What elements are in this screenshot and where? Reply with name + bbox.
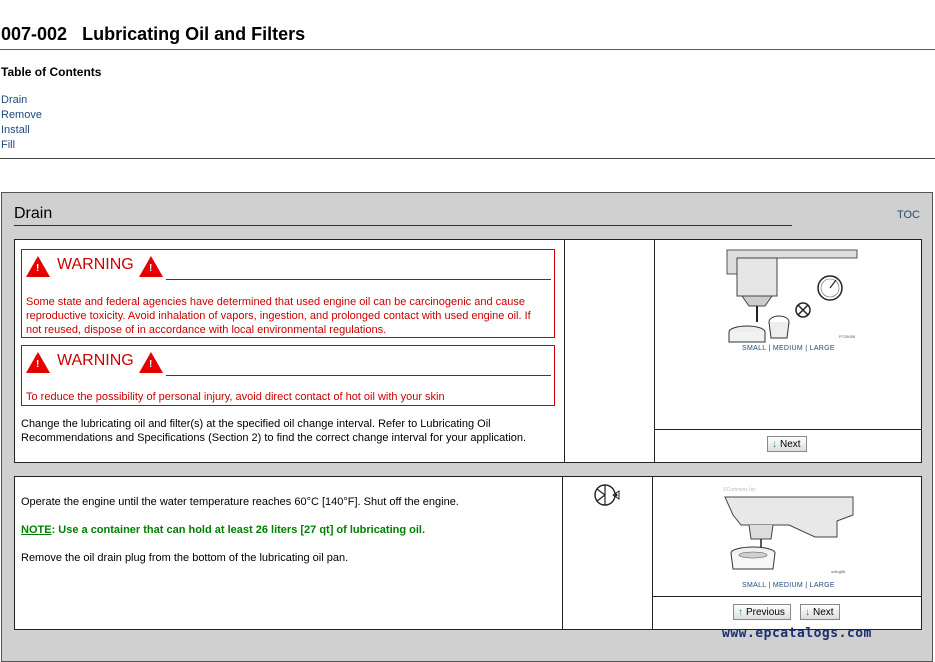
step-2-instruction-1: Operate the engine until the water temperature reaches 60°C [140°F]. Shut off the engine. <box>21 496 459 508</box>
note-text: : Use a container that can hold at least 26 liters [27 qt] of lubricating oil. <box>51 524 426 536</box>
previous-button[interactable]: ↑ Previous <box>733 604 791 620</box>
column-divider <box>564 240 565 462</box>
warning-text: To reduce the possibility of personal injury, avoid direct contact of hot oil with your skin <box>26 391 445 403</box>
oil-drain-illustration[interactable] <box>717 244 867 344</box>
warning-label: WARNING <box>57 352 134 369</box>
up-arrow-icon: ↑ <box>738 606 743 618</box>
warning-triangle-icon: ! <box>26 352 50 373</box>
next-button[interactable]: ↓ Next <box>800 604 840 620</box>
warning-box <box>21 249 555 338</box>
note-label: NOTE <box>21 524 52 536</box>
toc-divider <box>0 158 935 159</box>
step-1-panel <box>14 239 922 463</box>
section-title: Drain <box>14 205 53 222</box>
illustration-cell <box>655 240 921 429</box>
svg-text:oi4bg96: oi4bg96 <box>831 569 846 574</box>
drain-plug-illustration[interactable] <box>719 481 859 577</box>
down-arrow-icon: ↓ <box>805 606 810 618</box>
warning-box <box>21 345 555 406</box>
document-title <box>1 24 305 45</box>
image-size-links: SMALL | MEDIUM | LARGE <box>742 345 835 352</box>
toc-link-remove[interactable]: Remove <box>1 109 42 121</box>
title-divider <box>0 49 935 50</box>
watermark-text: www.epcatalogs.com <box>722 626 872 641</box>
engine-temperature-icon <box>593 483 621 507</box>
drain-section <box>1 192 933 662</box>
step-2-note <box>21 523 551 537</box>
illustration-cell <box>653 477 921 597</box>
toc-heading: Table of Contents <box>1 65 102 79</box>
toc-link-install[interactable]: Install <box>1 124 30 136</box>
toc-link-fill[interactable]: Fill <box>1 139 16 151</box>
down-arrow-icon: ↓ <box>772 438 777 450</box>
toc-return-link[interactable]: TOC <box>896 209 920 221</box>
column-divider <box>562 477 563 629</box>
warning-rule <box>166 375 551 376</box>
cell-divider <box>653 596 921 597</box>
image-size-large-link[interactable]: LARGE <box>809 582 835 589</box>
step-2-panel <box>14 476 922 630</box>
svg-text:©Cummins Inc: ©Cummins Inc <box>723 487 756 493</box>
image-size-medium-link[interactable]: MEDIUM <box>772 345 804 352</box>
image-size-small-link[interactable]: SMALL <box>742 582 767 589</box>
section-title-rule <box>14 225 792 226</box>
warning-triangle-icon: ! <box>139 352 163 373</box>
next-button[interactable]: ↓ Next <box>767 436 807 452</box>
step-1-instructions: Change the lubricating oil and filter(s) at the specified oil change interval. Refer to Lubricating Oil Recommendations and Specifications (Section 2) to find the correct change interval for your application. <box>21 418 527 444</box>
warning-header <box>26 352 551 376</box>
toc-list <box>1 93 42 153</box>
step-2-instruction-2: Remove the oil drain plug from the bottom of the lubricating oil pan. <box>21 552 349 564</box>
document-title-text: Lubricating Oil and Filters <box>82 24 306 44</box>
warning-header <box>26 256 551 280</box>
warning-triangle-icon: ! <box>26 256 50 277</box>
svg-text:P729006: P729006 <box>839 334 856 339</box>
image-size-large-link[interactable]: LARGE <box>809 345 835 352</box>
toc-link-drain[interactable]: Drain <box>1 94 28 106</box>
warning-triangle-icon: ! <box>139 256 163 277</box>
image-size-small-link[interactable]: SMALL <box>742 345 767 352</box>
warning-text: Some state and federal agencies have determined that used engine oil can be carcinogenic and cause reproductive toxicity. Avoid inhalation of vapors, ingestion, and prolonged contact with used engine oil. If not reused, dispose of in accordance with local environmental regulations. <box>26 296 531 336</box>
document-id: 007-002 <box>1 24 68 44</box>
image-size-medium-link[interactable]: MEDIUM <box>772 582 804 589</box>
image-size-links: SMALL | MEDIUM | LARGE <box>742 582 835 589</box>
warning-rule <box>166 279 551 280</box>
warning-label: WARNING <box>57 256 134 273</box>
cell-divider <box>655 429 921 430</box>
